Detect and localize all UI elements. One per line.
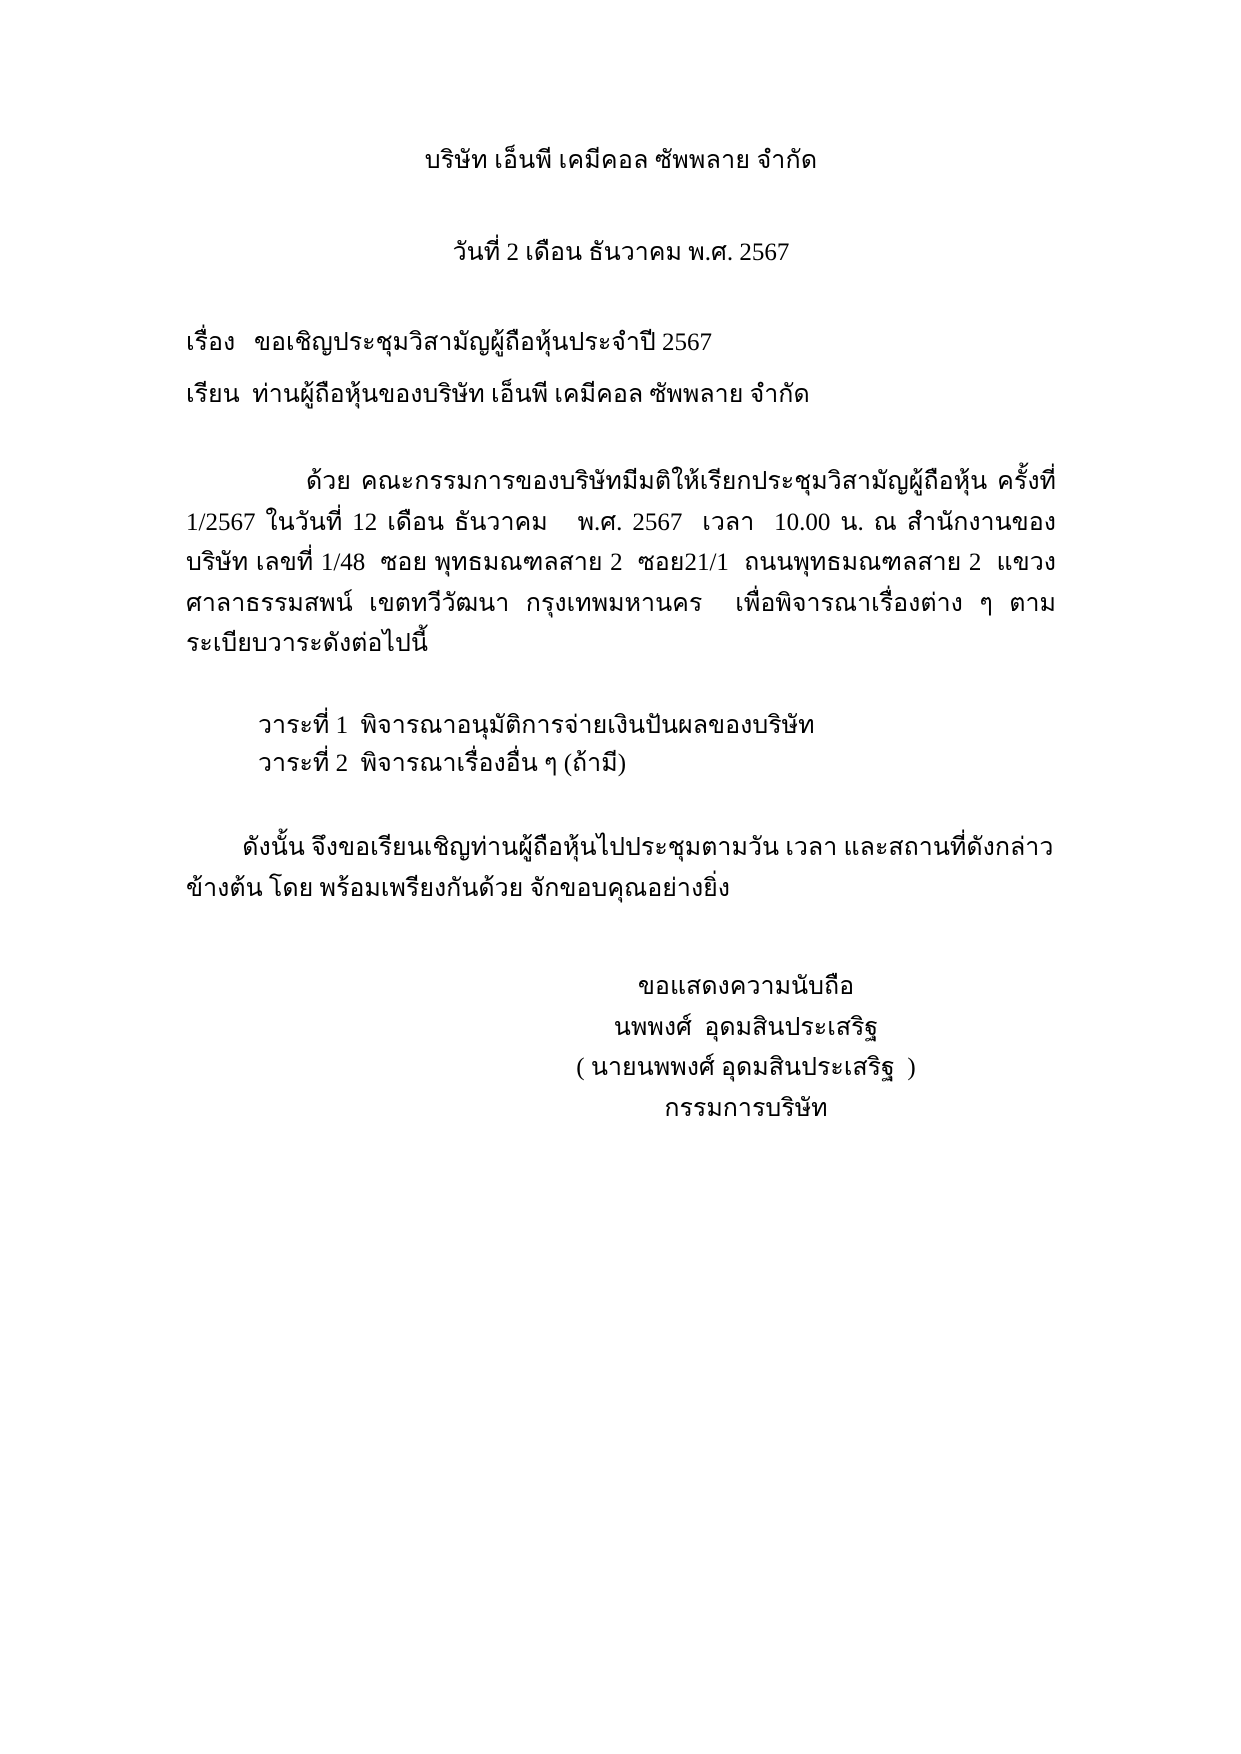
closing-paragraph: ดังนั้น จึงขอเรียนเชิญท่านผู้ถือหุ้นไปประชุมตามวัน เวลา และสถานที่ดังกล่าวข้างต้น โดย พร้อมเพรียงกันด้วย จักขอบคุณอย่างยิ่ง [186,834,1054,902]
closing-block [186,828,1056,909]
signature-name: นพพงศ์ อุดมสินประเสริฐ [613,1013,879,1041]
company-title: บริษัท เอ็นพี เคมีคอล ซัพพลาย จำกัด [424,147,818,174]
signature-title: กรรมการบริษัท [664,1094,828,1122]
recipient-line: เรียน ท่านผู้ถือหุ้นของบริษัท เอ็นพี เคมีคอล ซัพพลาย จำกัด [186,381,810,408]
subject-line: เรื่อง ขอเชิญประชุมวิสามัญผู้ถือหุ้นประจำปี 2567 [186,329,713,356]
signature-regards: ขอแสดงความนับถือ [637,973,855,1000]
signature-block [186,967,1056,1129]
document-date: วันที่ 2 เดือน ธันวาคม พ.ศ. 2567 [452,239,790,266]
signature-name-parenthetical: ( นายนพพงศ์ อุดมสินประเสริฐ ) [576,1054,916,1081]
document-content [186,0,1063,1129]
subject-block [186,322,1056,414]
agenda-item-1: วาระที่ 1 พิจารณาอนุมัติการจ่ายเงินปันผลของบริษัท [258,711,815,739]
body-paragraph-1: ด้วย คณะกรรมการของบริษัทมีมติให้เรียกประชุมวิสามัญผู้ถือหุ้น ครั้งที่ 1/2567 ในวันที่ 12 เดือน ธันวาคม พ.ศ. 2567 เวลา 10.00 น. ณ สำนักงานของบริษัท เลขที่ 1/48 ซอย พุทธมณฑลสาย 2 ซอย21/1 ถนนพุทธมณฑลสาย 2 แขวงศาลาธรรมสพน์ เขตทวีวัฒนา กรุงเทพมหานคร เพื่อพิจารณาเรื่องต่าง ๆ ตามระเบียบวาระดังต่อไปนี้ [186,468,1063,657]
body-block [186,462,1063,665]
agenda-list [186,707,1056,785]
agenda-item-2: วาระที่ 2 พิจารณาเรื่องอื่น ๆ (ถ้ามี) [258,750,627,778]
